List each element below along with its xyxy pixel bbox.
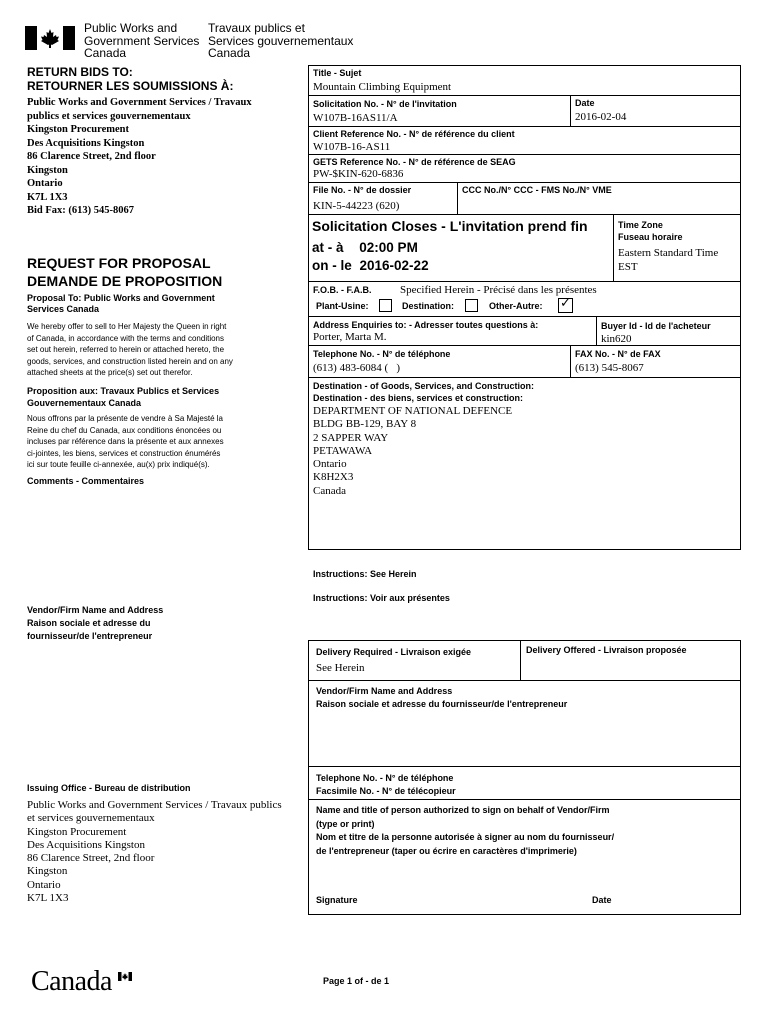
checkmark-icon: ✓ <box>560 296 571 311</box>
department-name-en-line1: Public Works and <box>84 21 178 35</box>
delivery-required-value: See Herein <box>316 662 365 674</box>
return-bids-address: Public Works and Government Services / Travaux publics et services gouvernementaux Kingston Procurement Des Acquisitions Kingston 86 Clarence Street, 2nd floor Kingston Ontario K7L 1X3 Bid Fax: (613) 545-8067 <box>27 97 252 216</box>
time-zone-value: Eastern Standard Time EST <box>618 247 719 273</box>
rfp-title-en: REQUEST FOR PROPOSAL <box>27 255 211 271</box>
signature-label: Signature <box>316 895 358 905</box>
canada-wordmark <box>31 966 112 998</box>
address-enquiries-label: Address Enquiries to: - Adresser toutes questions à: <box>313 320 539 330</box>
issuing-office-address: Public Works and Government Services / Travaux publics et services gouvernementaux Kingston Procurement Des Acquisitions Kingston 86 Clarence Street, 2nd floor Kingston Ontario K7L 1X3 <box>27 799 282 905</box>
return-bids-title-en: RETURN BIDS TO: <box>27 65 133 79</box>
file-number-label: File No. - N° de dossier <box>313 185 412 195</box>
telephone-facsimile-label: Telephone No. - N° de téléphone Facsimile No. - N° de télécopieur <box>316 773 456 796</box>
ccc-number-label: CCC No./N° CCC - FMS No./N° VME <box>462 185 612 195</box>
gets-reference-value: PW-$KIN-620-6836 <box>313 168 404 180</box>
buyer-id-label: Buyer Id - Id de l'acheteur <box>601 321 711 331</box>
vendor-firm-input[interactable] <box>312 712 736 764</box>
issuing-office-label: Issuing Office - Bureau de distribution <box>27 783 191 793</box>
return-bids-title-fr: RETOURNER LES SOUMISSIONS À: <box>27 79 234 93</box>
plant-usine-checkbox[interactable] <box>379 299 392 312</box>
instructions-fr: Instructions: Voir aux présentes <box>313 593 450 603</box>
on-label: on - le <box>312 258 352 273</box>
delivery-offered-input[interactable] <box>524 658 736 678</box>
page-number: Page 1 of - de 1 <box>323 976 390 986</box>
proposition-text: Nous offrons par la présente de vendre à Sa Majesté la Reine du chef du Canada, aux conditions énoncées ou incluses par référence dans la présente et aux annexes ci-jointes, les biens, services et construction énumérés ici sur toute feuille ci-annexée, au(x) prix indiqué(s). <box>27 414 224 469</box>
comments-label: Comments - Commentaires <box>27 476 145 486</box>
department-name-fr-line1: Travaux publics et <box>208 21 305 35</box>
return-bids-heading <box>27 65 233 93</box>
government-flag-symbol <box>25 26 75 50</box>
fax-value: (613) 545-8067 <box>575 362 644 374</box>
closing-time-value: 02:00 PM <box>359 240 418 255</box>
department-name-fr-line3: Canada <box>208 46 251 60</box>
telephone-value: (613) 483-6084 ( ) <box>313 362 401 374</box>
title-value: Mountain Climbing Equipment <box>313 81 452 93</box>
department-name-en-line3: Canada <box>84 46 127 60</box>
at-label: at - à <box>312 240 344 255</box>
department-name-en <box>84 22 199 60</box>
date-label: Date <box>575 98 595 108</box>
other-autre-label: Other-Autre: <box>489 301 543 311</box>
solicitation-number-value: W107B-16AS11/A <box>313 112 398 124</box>
title-label: Title - Sujet <box>313 68 362 78</box>
closing-date-row <box>312 258 429 273</box>
closing-date-value: 2016-02-22 <box>359 258 429 273</box>
instructions-en: Instructions: See Herein <box>313 569 417 579</box>
rfp-heading <box>27 254 222 290</box>
time-zone-label: Time Zone Fuseau horaire <box>618 220 683 242</box>
buyer-id-value: kin620 <box>601 333 632 345</box>
solicitation-closes-title: Solicitation Closes - L'invitation prend fin <box>312 218 588 234</box>
fob-label: F.O.B. - F.A.B. <box>313 285 372 295</box>
authorized-person-label: Name and title of person authorized to sign on behalf of Vendor/Firm (type or print) Nom et titre de la personne autorisée à signer au nom du fournisseur/ de l'entrepreneur (taper ou écrire en caractères d'imprimerie) <box>316 805 615 856</box>
department-name-fr-line2: Services gouvernementaux <box>208 33 354 48</box>
file-number-value: KIN-5-44223 (620) <box>313 200 400 212</box>
closing-time-row <box>312 240 418 255</box>
client-reference-label: Client Reference No. - N° de référence du client <box>313 129 515 139</box>
destination-checkbox[interactable] <box>465 299 478 312</box>
fax-label: FAX No. - N° de FAX <box>575 349 661 359</box>
delivery-required-label: Delivery Required - Livraison exigée <box>316 647 472 657</box>
address-enquiries-value: Porter, Marta M. <box>313 331 387 343</box>
vendor-firm-label-left: Vendor/Firm Name and Address Raison sociale et adresse du fournisseur/de l'entrepreneur <box>27 605 164 641</box>
client-reference-value: W107B-16-AS11 <box>313 141 391 153</box>
proposal-to-label: Proposal To: Public Works and Government Services Canada <box>27 293 215 314</box>
proposal-to-text: We hereby offer to sell to Her Majesty the Queen in right of Canada, in accordance with the terms and conditions set out herein, referred to herein or attached hereto, the goods, services, and construction listed herein and on any attached sheets at the price(s) set out therefor. <box>27 322 233 377</box>
department-name-fr <box>208 22 353 60</box>
plant-usine-label: Plant-Usine: <box>316 301 369 311</box>
fob-value: Specified Herein - Précisé dans les présentes <box>400 284 597 296</box>
other-autre-checkbox[interactable] <box>558 298 573 313</box>
vendor-firm-label: Vendor/Firm Name and Address Raison sociale et adresse du fournisseur/de l'entrepreneur <box>316 686 568 709</box>
department-name-en-line2: Government Services <box>84 33 200 48</box>
signature-date-label: Date <box>592 895 612 905</box>
delivery-offered-label: Delivery Offered - Livraison proposée <box>526 645 687 655</box>
wordmark-flag-icon <box>118 968 132 977</box>
proposition-label: Proposition aux: Travaux Publics et Services Gouvernementaux Canada <box>27 386 220 408</box>
telephone-label: Telephone No. - N° de téléphone <box>313 349 451 359</box>
date-value: 2016-02-04 <box>575 111 627 123</box>
rfp-title-fr: DEMANDE DE PROPOSITION <box>27 273 223 289</box>
canada-wordmark-text: Canada <box>31 966 112 997</box>
destination-of-goods-label: Destination - of Goods, Services, and Construction: Destination - des biens, services et construction: <box>313 381 535 403</box>
destination-of-goods-value: DEPARTMENT OF NATIONAL DEFENCE BLDG BB-129, BAY 8 2 SAPPER WAY PETAWAWA Ontario K8H2X3 Canada <box>313 405 513 497</box>
solicitation-number-label: Solicitation No. - N° de l'invitation <box>313 99 457 109</box>
destination-checkbox-label: Destination: <box>402 301 455 311</box>
gets-reference-label: GETS Reference No. - N° de référence de SEAG <box>313 157 516 167</box>
